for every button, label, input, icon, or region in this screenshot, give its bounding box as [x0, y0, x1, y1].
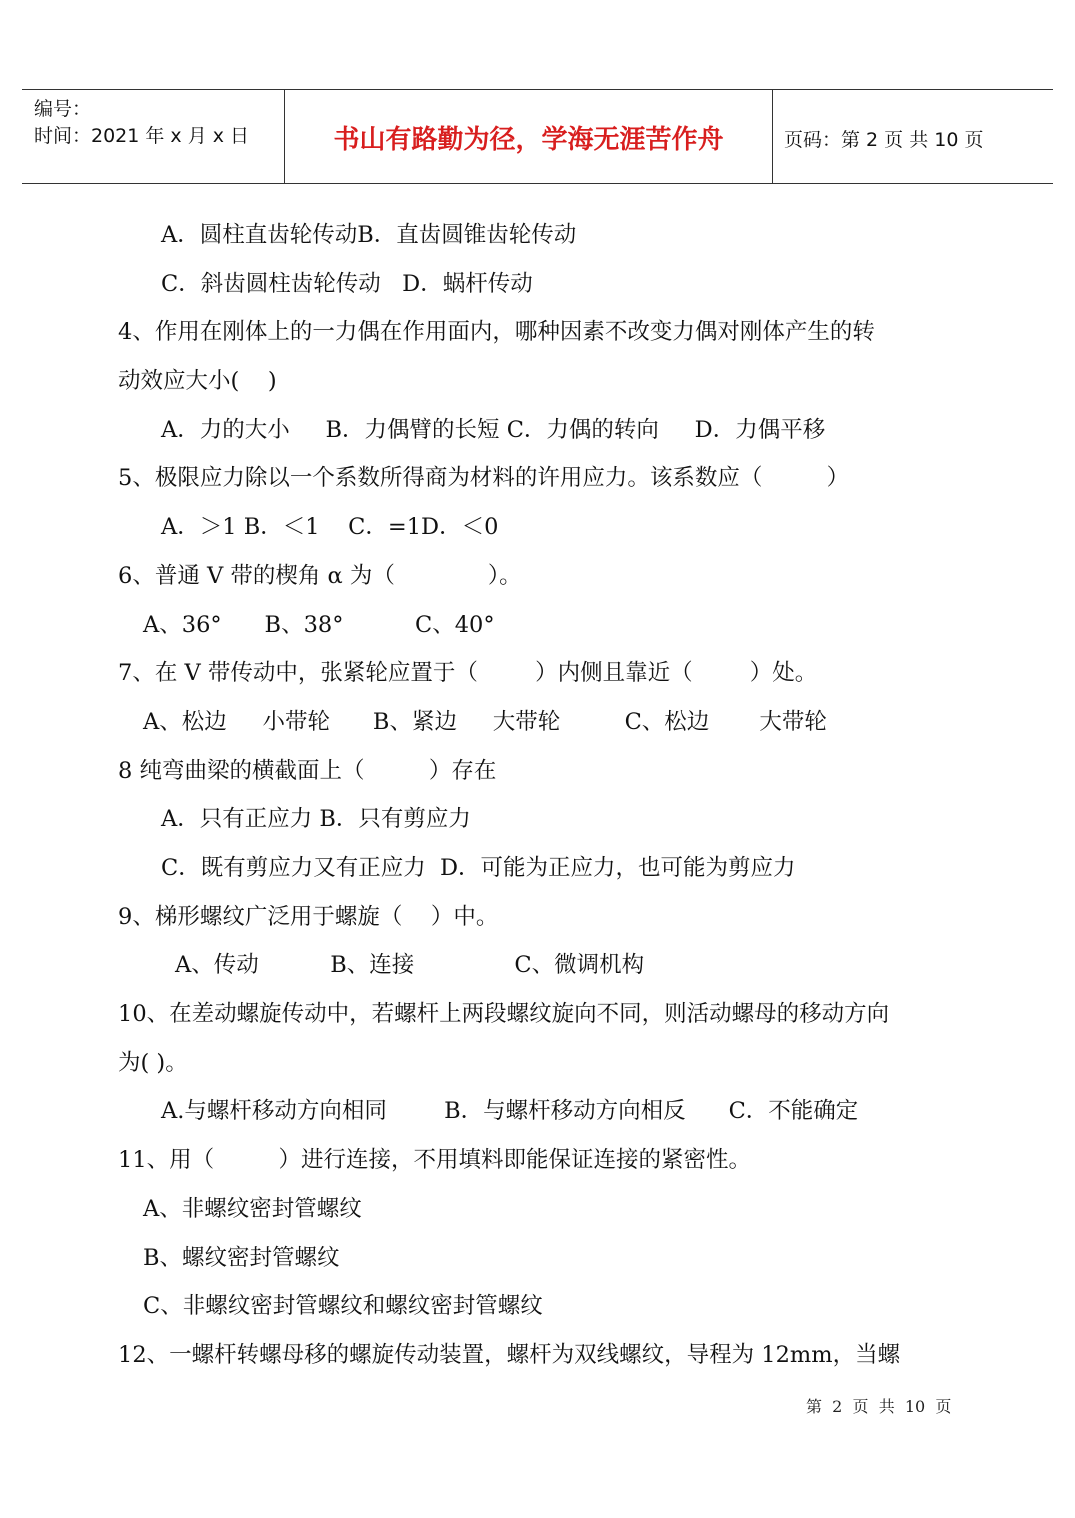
option-line: C、非螺纹密封管螺纹和螺纹密封管螺纹	[143, 1293, 543, 1319]
page-header	[22, 89, 1053, 184]
option-line: C．既有剪应力又有正应力 D．可能为正应力，也可能为剪应力	[161, 855, 796, 881]
page-info: 页码：第 2 页 共 10 页	[784, 129, 984, 151]
question-line: 动效应大小( )	[118, 368, 277, 394]
motto: 书山有路勤为径，学海无涯苦作舟	[333, 125, 724, 155]
option-line: A．圆柱直齿轮传动B．直齿圆锥齿轮传动	[161, 222, 577, 248]
header-page-cell	[772, 90, 1053, 183]
question-line: 为( )。	[118, 1050, 188, 1076]
question-line: 6、普通 V 带的楔角 α 为（ ）。	[118, 563, 522, 589]
number-label: 编号：	[34, 98, 92, 120]
question-line: 11、用（ ）进行连接，不用填料即能保证连接的紧密性。	[118, 1147, 752, 1173]
option-line: A、传动 B、连接 C、微调机构	[175, 952, 645, 978]
option-line: A、36° B、38° C、40°	[143, 612, 495, 638]
date-label: 时间：2021 年 x 月 x 日	[34, 125, 250, 147]
option-line: A、非螺纹密封管螺纹	[143, 1196, 362, 1222]
question-line: 9、梯形螺纹广泛用于螺旋（ ）中。	[118, 904, 499, 930]
option-line: A．＞1 B．＜1 C．=1D．＜0	[161, 514, 499, 540]
option-line: C．斜齿圆柱齿轮传动 D．蜗杆传动	[161, 271, 533, 297]
question-line: 12、一螺杆转螺母移的螺旋传动装置，螺杆为双线螺纹，导程为 12mm，当螺	[118, 1342, 901, 1368]
question-line: 10、在差动螺旋传动中，若螺杆上两段螺纹旋向不同，则活动螺母的移动方向	[118, 1001, 890, 1027]
question-line: 5、极限应力除以一个系数所得商为材料的许用应力。该系数应（ ）	[118, 465, 850, 491]
option-line: B、螺纹密封管螺纹	[143, 1245, 340, 1271]
question-line: 7、在 V 带传动中，张紧轮应置于（ ）内侧且靠近（ ）处。	[118, 660, 818, 686]
option-line: A.与螺杆移动方向相同 B．与螺杆移动方向相反 C．不能确定	[161, 1098, 859, 1124]
header-info-cell	[22, 90, 284, 183]
page-footer: 第 2 页 共 10 页	[806, 1397, 952, 1416]
option-line: A．力的大小 B．力偶臂的长短 C．力偶的转向 D．力偶平移	[161, 417, 826, 443]
option-line: A．只有正应力 B．只有剪应力	[161, 806, 471, 832]
question-line: 8 纯弯曲梁的横截面上（ ）存在	[118, 758, 497, 784]
header-motto-cell	[284, 90, 773, 183]
option-line: A、松边 小带轮 B、紧边 大带轮 C、松边 大带轮	[143, 709, 827, 735]
question-line: 4、作用在刚体上的一力偶在作用面内，哪种因素不改变力偶对刚体产生的转	[118, 319, 875, 345]
